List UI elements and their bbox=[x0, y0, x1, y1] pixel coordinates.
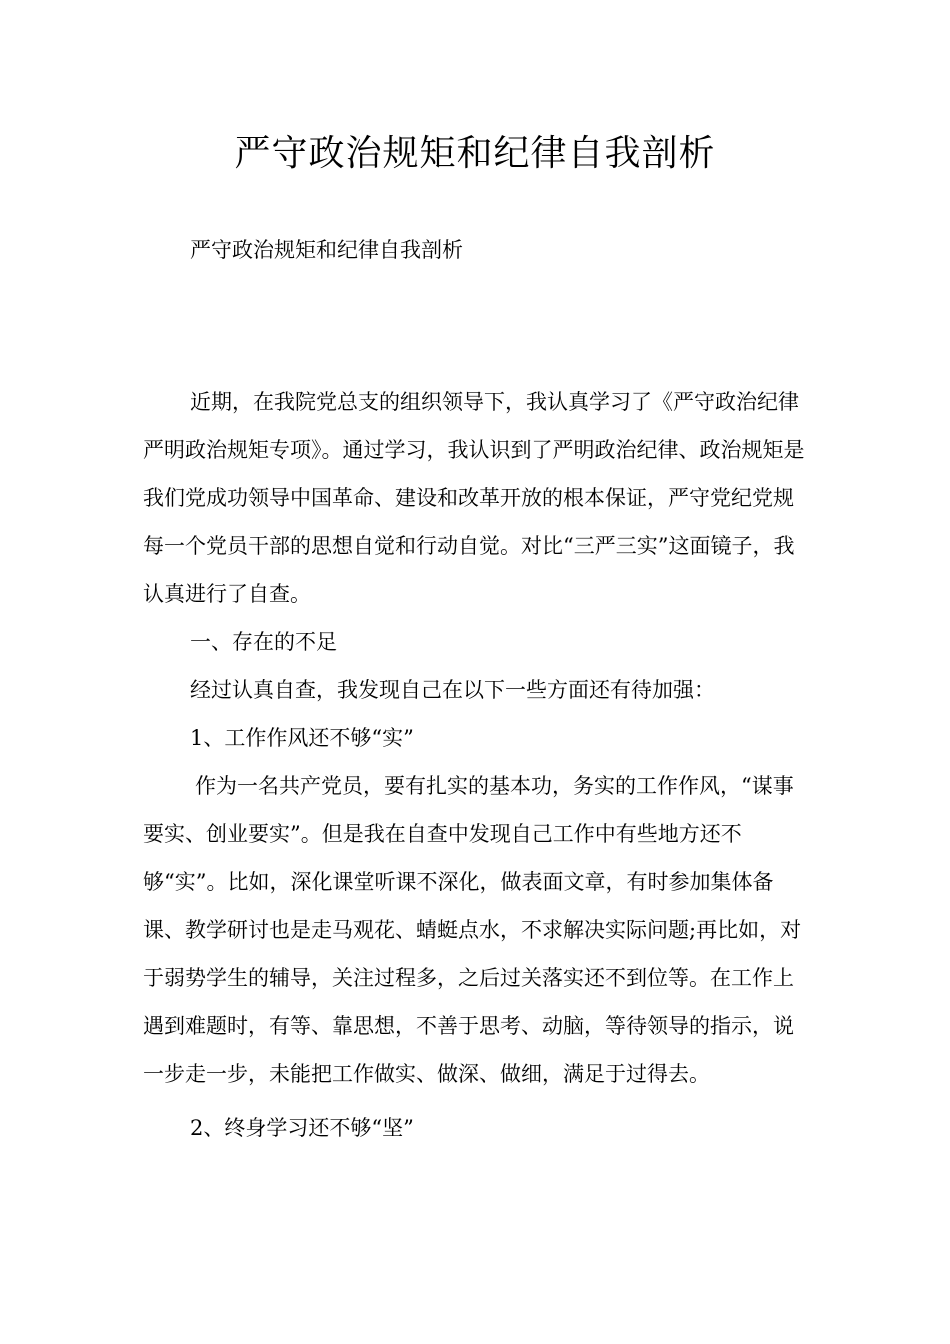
document-body bbox=[143, 378, 813, 1152]
subsection-heading: 2、终身学习还不够“坚” bbox=[190, 1116, 414, 1140]
body-paragraph: 近期，在我院党总支的组织领导下，我认真学习了《严守政治纪律严明政治规矩专项》。通过学习，我认识到了严明政治纪律、政治规矩是我们党成功领导中国革命、建设和改革开放的根本保证，严守党纪党规每一个党员干部的思想自觉和行动自觉。对比“三严三实”这面镜子，我认真进行了自查。 bbox=[143, 390, 805, 606]
section-heading: 一、存在的不足 bbox=[190, 630, 337, 654]
body-paragraph: 作为一名共产党员，要有扎实的基本功，务实的工作作风，“谋事要实、创业要实”。但是我在自查中发现自己工作中有些地方还不够“实”。比如，深化课堂听课不深化，做表面文章，有时参加集体备课、教学研讨也是走马观花、蜻蜓点水，不求解决实际问题;再比如，对于弱势学生的辅导，关注过程多，之后过关落实还不到位等。在工作上遇到难题时，有等、靠思想，不善于思考、动脑，等待领导的指示，说一步走一步，未能把工作做实、做深、做细，满足于过得去。 bbox=[143, 774, 802, 1086]
subsection-heading: 1、工作作风还不够“实” bbox=[190, 726, 414, 750]
body-paragraph: 经过认真自查，我发现自己在以下一些方面还有待加强： bbox=[190, 678, 715, 702]
document-title: 严守政治规矩和纪律自我剖析 bbox=[234, 133, 716, 174]
document-subtitle: 严守政治规矩和纪律自我剖析 bbox=[190, 238, 463, 262]
